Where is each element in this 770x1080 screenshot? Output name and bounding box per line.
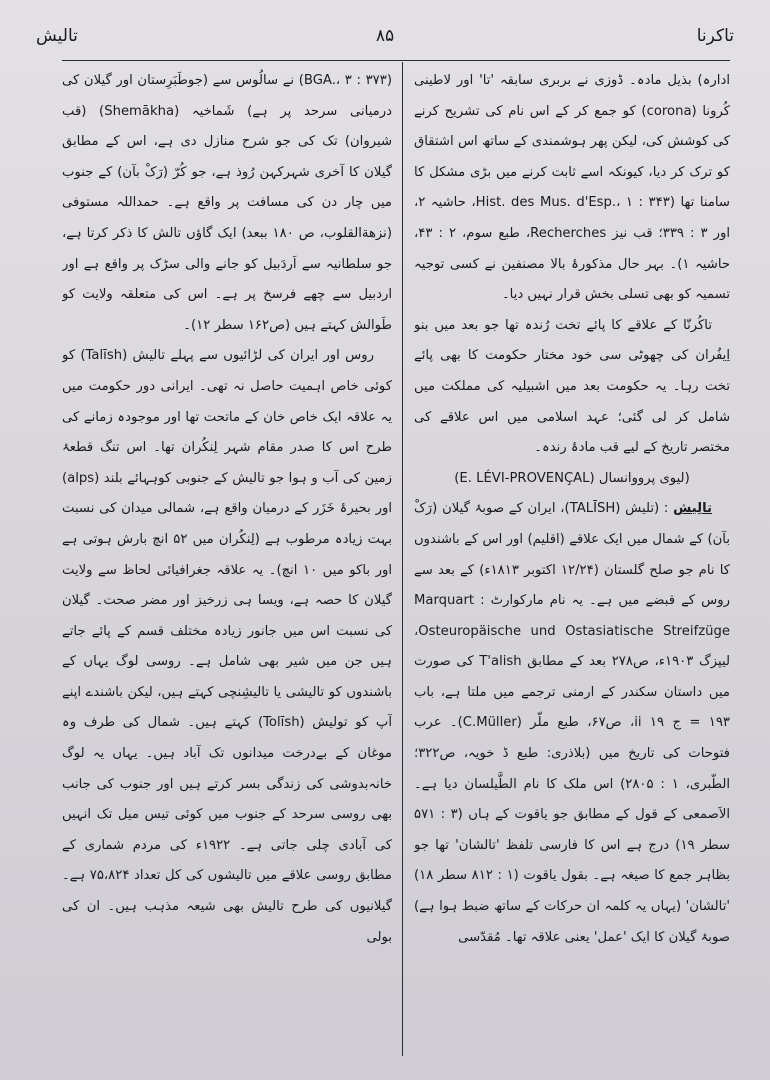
page-number: ۸۵: [375, 26, 395, 46]
page-header: [36, 26, 734, 60]
column-divider: [402, 62, 403, 1056]
running-title-right: تاکرنا: [696, 26, 734, 46]
paragraph: تاکُرنّا کے علاقے کا پائے تخت رُندہ تھا جو بعد میں بنو اِیفُران کی چھوٹی سی خود مختار حکومت کا بھی پائے تخت رہا۔ یہ حکومت بعد میں اشبیلیہ کی مملکت میں شامل کر لی گئی؛ عہد اسلامی میں اس علاقے کی مختصر تاریخ کے لیے قب مادۂ رندہ۔: [414, 317, 730, 456]
entry-paragraph: [414, 494, 730, 953]
paragraph: ادارہ) بذیل مادہ۔ ڈوزی نے بربری سابقہ 'تا' اور لاطینی کُرونا (corona) کو جمع کر کے اس نام کی تشریح کرنے کی کوشش کی، لیکن پھر ہوشمندی کے ساتھ اس اشتقاق کو ترک کر دیا، کیونکہ اسے ثابت کرنے میں بڑی مشکل کا سامنا تھا (Hist. des Mus. d'Esp.، ۱ : ۳۴۳، حاشیہ ۲، اور ۳ : ۳۳۹؛ قب نیز Recherches، طبع سوم، ۲ : ۴۳، حاشیہ ۱)۔ بہر حال مذکورۂ بالا مصنفین نے کسی توجیہ تسمیہ کو بھی تسلی بخش قرار نہیں دیا۔: [414, 73, 730, 303]
left-column: [62, 66, 392, 1056]
running-title-left: تالیش: [36, 26, 78, 46]
paragraph: روس اور ایران کی لڑائیوں سے پہلے تالیش (Talīsh) کو کوئی خاص اہمیت حاصل نہ تھی۔ ایرانی دور حکومت میں یہ علاقہ ایک خاص خان کے ماتحت تھا اور موجودہ زمانے کی طرح اس کا صدر مقام شہر لِنکُران تھا۔ اس تنگ قطعۂ زمین کی آب و ہوا جو تالیش کے جنوبی کوہہائے بلند (alps) اور بحیرۂ خَزَر کے درمیان واقع ہے، شمالی میدان کی نسبت بہت زیادہ مرطوب ہے (لِنکُران میں ۵۲ انچ بارش ہوتی ہے اور باکو میں ۱۰ انچ)۔ یہ علاقہ جغرافیائی لحاظ سے ولایت گیلان کا حصہ ہے، ویسا ہی زرخیز اور مضر صحت۔ گیلان کی نسبت اس میں جانور زیادہ مختلف قسم کے پائے جاتے ہیں جن میں شیر بھی شامل ہے۔ روسی لوگ یہاں کے باشندوں کو تالیشی یا تالیشِنچی کہتے ہیں، لیکن باشندے اپنے آپ کو تولیش (Tolīsh) کہتے ہیں۔ شمال کی طرف وہ موغان کے بےدرخت میدانوں تک آباد ہیں۔ یہاں یہ لوگ خانہ‌بدوشی کی زندگی بسر کرتے ہیں اور جنوب کی جانب بھی روسی سرحد کے جنوب میں کوئی تیس میل تک انہیں کی آبادی چلی جاتی ہے۔ ۱۹۲۲ء کی مردم شماری کے مطابق روسی علاقے میں تالیشوں کی کل تعداد ۷۵،۸۲۴ ہے۔ گیلانیوں کی طرح تالیش بھی شیعہ مذہب ہیں۔ ان کی بولی: [62, 348, 392, 945]
paragraph: (BGA.، ۳ : ۳۷۳) نے سالُوس سے (جوطَبَرِستان اور گیلان کی درمیانی سرحد پر ہے) شَماخیہ (Shemākha) (قب شیروان) تک کی جو شرح منازل دی ہے، اس کے مطابق گیلان کا آخری شہرکہن رُوذ ہے، جو کُرّ (رَکْ بآن) کے جنوب میں چار دن کی مسافت پر واقع ہے۔ حمداللہ مستوفی (نزهةالقلوب، ص ۱۸۰ ببعد) ایک گاؤں تالش کا ذکر کرتا ہے، جو سلطانیہ سے اَردَبیل کو جانے والی سڑک پر واقع ہے اور اردبیل سے چھے فرسخ پر ہے۔ اس کی متعلقہ ولایت کو طَوالش کہتے ہیں (ص۱۶۲ سطر ۱۲)۔: [62, 73, 392, 333]
header-rule: [62, 60, 730, 61]
entry-text: : (تلیش (TALĪSH)، ایران کے صوبۂ گیلان (رَکْ بآن) کے شمال میں ایک علاقے (اقلیم) اور اس کے باشندوں کا نام جو صلح گلستان (۱۲/۲۴ اکتوبر ۱۸۱۳ء) کے بعد سے روس کے قبضے میں ہے۔ یہ نام مارکوارٹ Marquart : Osteuropäische und Ostasiatische Streifzüge، لیپزگ ۱۹۰۳ء، ص۲۷۸ بعد کے مطابق T'alish کی صورت میں داستان سکندر کے ارمنی ترجمے میں ملتا ہے، باب ۱۹۳ = ج ii ۱۹، ص۶۷، طبع ملّر (C.Müller)۔ عرب فتوحات کی تاریخ میں (بلاذری: طبع ڈ خویہ، ص۳۲۲؛ الطّبری، ۱ : ۲۸۰۵) اس ملک کا نام الطَّیلسان دیا ہے۔ الاَصمعی کے قول کے مطابق جو یاقوت کے ہاں (۳ : ۵۷۱ سطر ۱۹) درج ہے اس کا فارسی تلفظ 'تالشان' تھا جو بظاہر جمع کا صیغہ ہے۔ بقول یاقوت (۱ : ۸۱۲ سطر ۱۸) 'تالشان' (یہاں یہ کلمہ ان حرکات کے ساتھ ضبط ہوا ہے) صوبۂ گیلان کا ایک 'عمل' یعنی علاقہ تھا۔ مُقدّسی: [414, 501, 730, 945]
entry-headword: تالِیش: [673, 501, 712, 517]
author-signature: (لیوی پرووانسال (E. LÉVI-PROVENÇAL): [454, 470, 690, 486]
right-column: [414, 66, 730, 1056]
